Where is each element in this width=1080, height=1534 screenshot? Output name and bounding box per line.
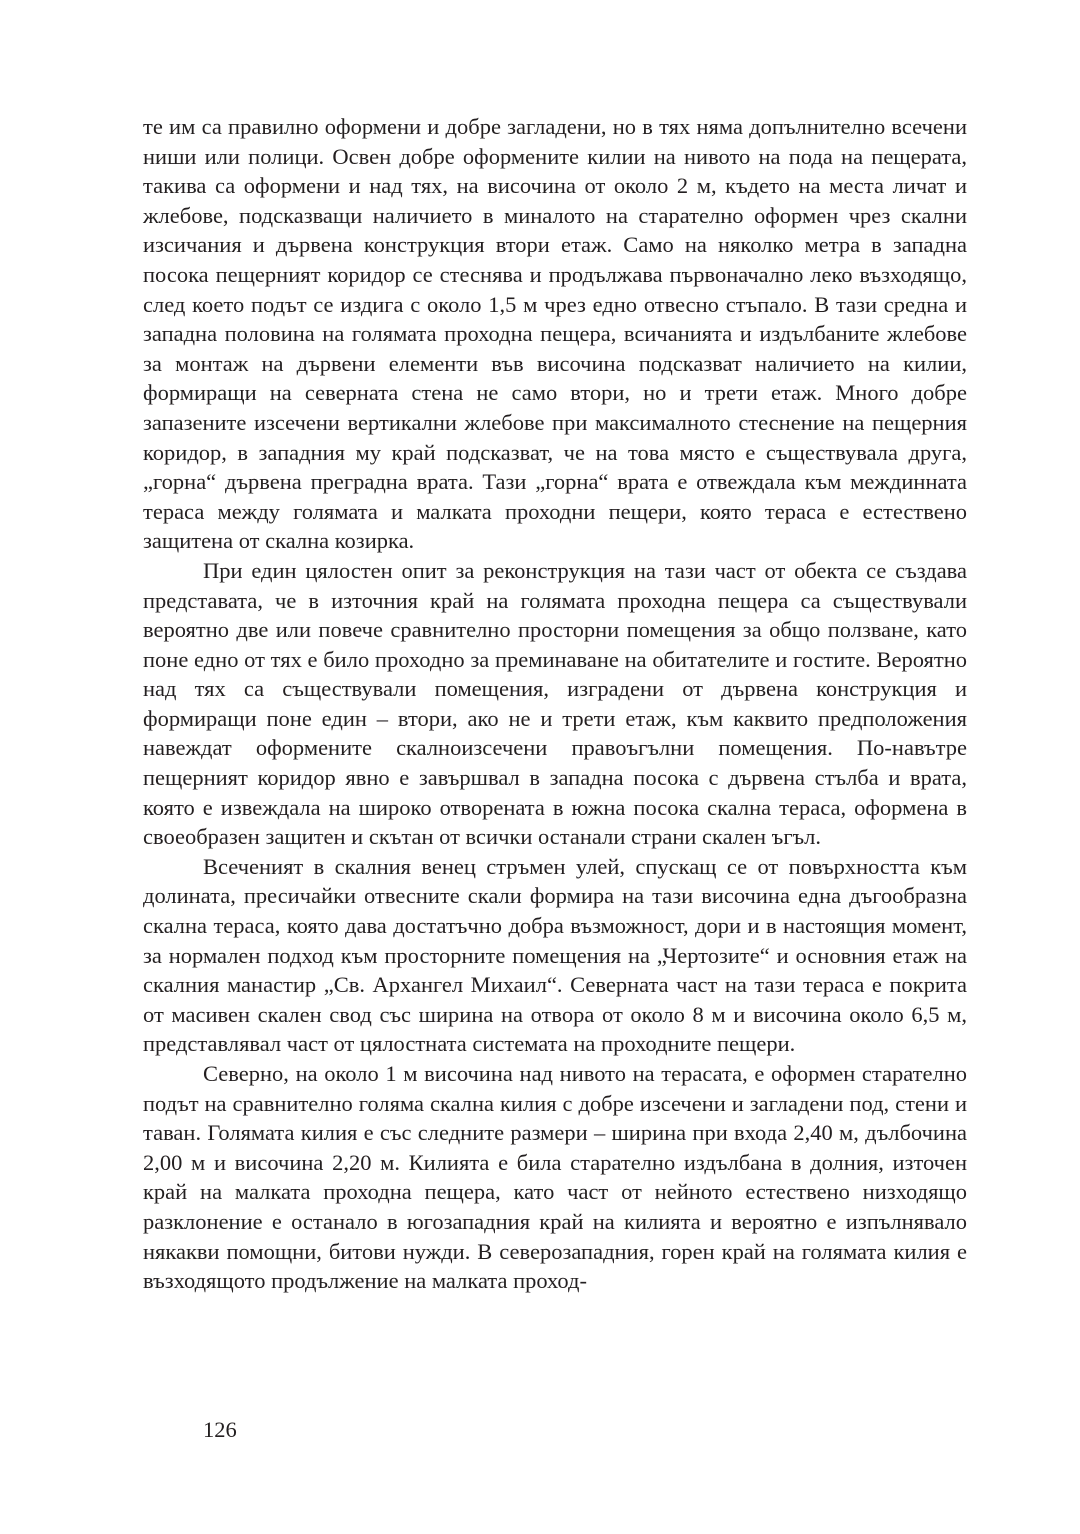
- paragraph-1: те им са правилно оформени и добре загладени, но в тях няма допълнително всечени ниши или полици. Освен добре оформените килии на нивото на пода на пещерата, такива са оформени и над тях, на височина от около 2 м, където на места личат и жлебове, подсказващи наличието в миналото на старателно оформен чрез скални изсичания и дървена конструкция втори етаж. Само на няколко метра в западна посока пещерният коридор се стеснява и продължава първоначално леко възходящо, след което подът се издига с около 1,5 м чрез едно отвесно стъпало. В тази средна и западна половина на голямата проходна пещера, всичанията и издълбаните жлебове за монтаж на дървени елементи във височина подсказват наличието на килии, формиращи на северната стена не само втори, но и трети етаж. Много добре запазените изсечени вертикални жлебове при максималното стеснение на пещерния коридор, в западния му край подсказват, че на това място е съществувала друга, „горна“ дървена преградна врата. Тази „горна“ врата е отвеждала към междинната тераса между голямата и малката проходни пещери, която тераса е естествено защитена от скална козирка.: [143, 114, 967, 554]
- paragraph-3: Всеченият в скалния венец стръмен улей, спускащ се от повърхността към долината, пресичайки отвесните скали формира на тази височина една дъгообразна скална тераса, която дава достатъчно добра възможност, дори и в настоящия момент, за нормален подход към просторните помещения на „Чертозите“ и основния етаж на скалния манастир „Св. Архангел Михаил“. Северната част на тази тераса е покрита от масивен скален свод със ширина на отвора от около 8 м и височина около 6,5 м, представлявал част от цялостната системата на проходните пещери.: [143, 853, 967, 1057]
- page-number: 126: [203, 1417, 237, 1442]
- body-text: [143, 112, 967, 1296]
- paragraph-4: Северно, на около 1 м височина над нивото на терасата, е оформен старателно подът на сравнително голяма скална килия с добре изсечени и загладени под, стени и таван. Голямата килия е със следните размери – ширина при входа 2,40 м, дълбочина 2,00 м и височина 2,20 м. Килията е била старателно издълбана в долния, източен край на малката проходна пещера, като част от нейното естествено низходящо разклонение е останало в югозападния край на килията и вероятно е изпълнявало някакви помощни, битови нужди. В северозападния, горен край на голямата килия е възходящото продължение на малката проход-: [143, 1061, 967, 1294]
- paragraph-2: При един цялостен опит за реконструкция на тази част от обекта се създава представата, че в източния край на голямата проходна пещера са съществували вероятно две или повече сравнително просторни помещения за общо ползване, като поне едно от тях е било проходно за преминаване на обитателите и гостите. Вероятно над тях са съществували помещения, изградени от дървена конструкция и формиращи поне един – втори, ако не и трети етаж, към каквито предположения навеждат оформените скалноизсечени правоъгълни помещения. По-навътре пещерният коридор явно е завършвал в западна посока с дървена стълба и врата, която е извеждала на широко отворената в южна посока скална тераса, оформена в своеобразен защитен и скътан от всички останали страни скален ъгъл.: [143, 557, 967, 850]
